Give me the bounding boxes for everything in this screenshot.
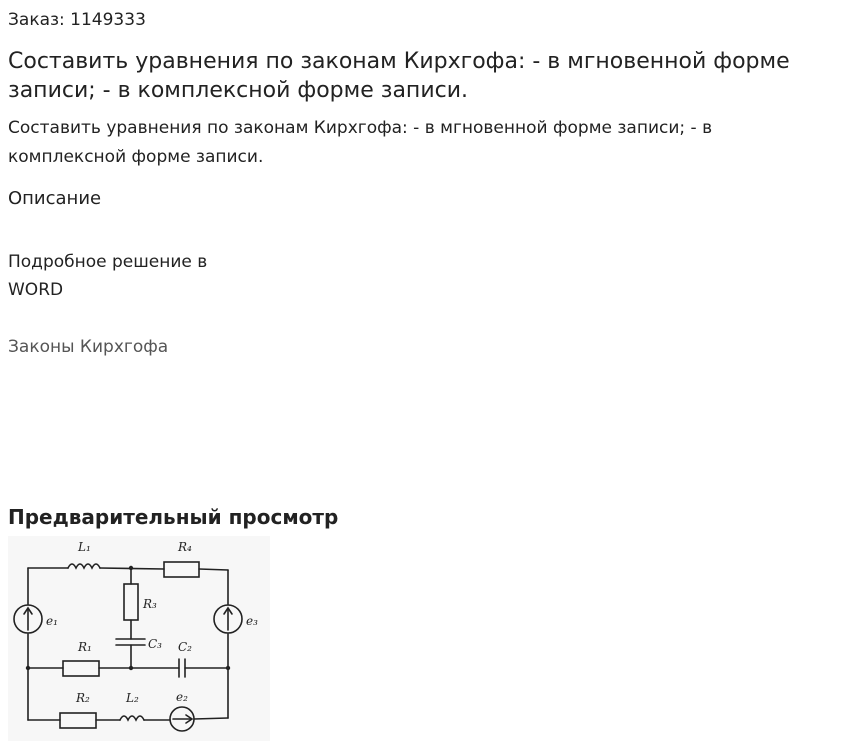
label-r2: R₂ (76, 691, 90, 705)
label-r3: R₃ (143, 597, 157, 611)
tag-link-kirchhoff[interactable]: Законы Кирхгофа (8, 337, 169, 357)
label-r1: R₁ (78, 640, 92, 654)
label-e3: e₃ (246, 614, 258, 628)
circuit-diagram (8, 536, 270, 741)
label-e1: e₁ (46, 614, 58, 628)
label-l2: L₂ (126, 691, 139, 705)
product-summary: Составить уравнения по законам Кирхгофа: - в мгновенной форме записи; - в комплексной форме записи. (8, 118, 713, 167)
preview-heading: Предварительный просмотр (8, 505, 339, 529)
description-text-line: WORD (8, 280, 64, 300)
label-l1: L₁ (78, 540, 91, 554)
description-heading: Описание (8, 188, 102, 209)
label-e2: e₂ (176, 690, 188, 704)
label-r4: R₄ (178, 540, 192, 554)
circuit-preview-image[interactable] (8, 536, 270, 741)
description-text-line: Подробное решение в (8, 252, 208, 272)
description-text (8, 248, 268, 304)
label-c2: C₂ (178, 640, 192, 654)
label-c3: C₃ (148, 637, 162, 651)
order-number: Заказ: 1149333 (8, 10, 146, 30)
page-title: Составить уравнения по законам Кирхгофа: - в мгновенной форме записи; - в комплексной форме записи. (8, 49, 790, 103)
